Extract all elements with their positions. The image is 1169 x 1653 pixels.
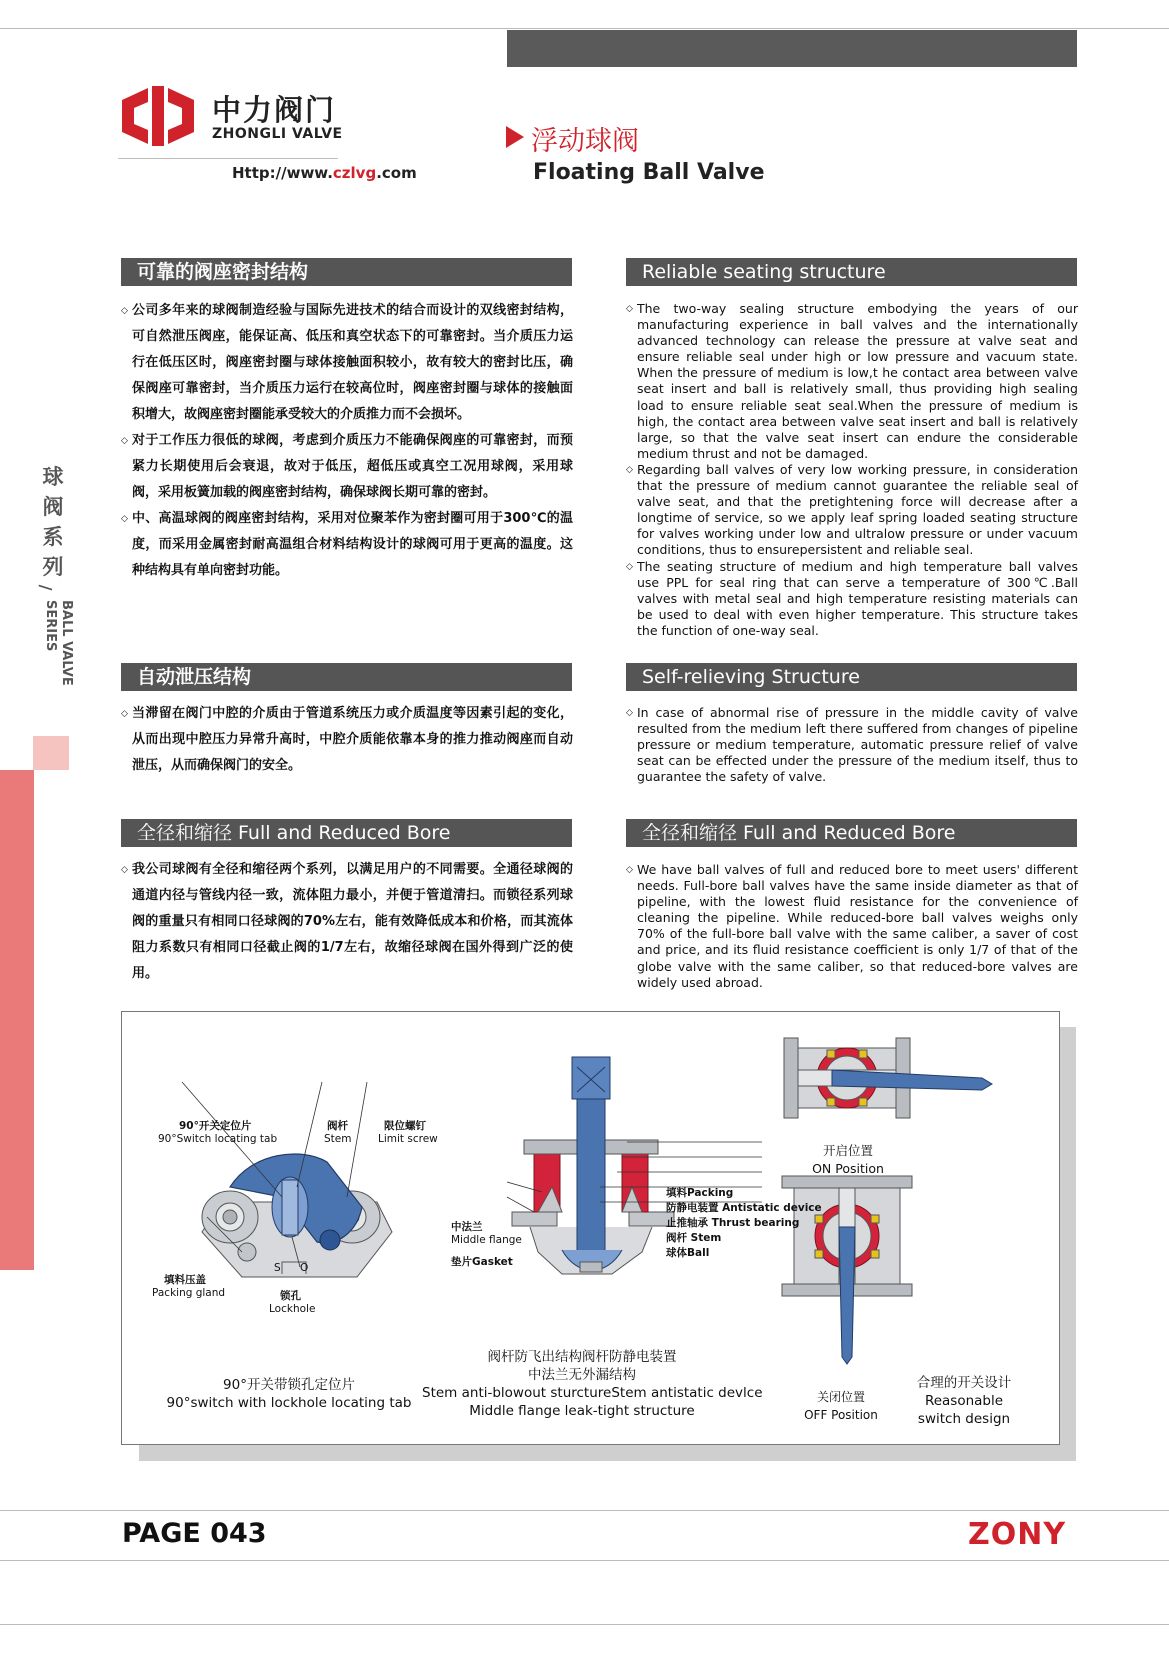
label-packing: 填料Packing [666, 1187, 734, 1199]
brand-name-cn: 中力阀门 [212, 93, 337, 127]
label-lock-cn: 锁孔 [280, 1290, 301, 1302]
label-stem-2: 阀杆 Stem [666, 1232, 722, 1244]
section-heading-seating-cn: 可靠的阀座密封结构 [121, 258, 572, 286]
zony-logo: ZONY [968, 1517, 1067, 1552]
label-off-position: 关闭位置 OFF Position [804, 1390, 878, 1422]
caption-stem-structure: 阀杆防飞出结构阀杆防静电装置 中法兰无外漏结构 Stem anti-blowout sturctureStem antistatic devlce Middle flange leak-tight structure [422, 1349, 763, 1419]
section-heading-bore-cn: 全径和缩径 Full and Reduced Bore [121, 819, 572, 847]
section-body-seating-en: ◇ The two-way sealing structure embodying the years of our manufacturing experience in ball valves and the internationally advanced technology can release the pressure at valve seat and ensure reliable seal under high or low pressure and vacuum state. When the pressure of medium is low,t he contact area between valve seat insert and ball is relatively small, thus providing high sealing load to ensure reliable seat seal.When the pressure of medium is high, the contact area between valve seat insert and ball is relatively large, so that the valve seat insert can endure the considerable medium thrust and not be damaged. ◇ Regarding ball valves of very low working pressure, in consideration that the pressure of medium cannot guarantee the reliable seal of valve seat, and that the pretightening force will decrease after a longtime of service, so we apply leaf spring loaded seating structure for valves working under low and ultralow pressure or under vacuum conditions, thus to ensurepersistent and reliable seal. ◇ The seating structure of medium and high temperature ball valves use PPL for seal ring that can serve a temperature of 300℃.Ball valves with metal seal and high temperature resisting materials can be used to deal with even higher temperature. This structure takes the function of one-way seal. [626, 301, 1078, 639]
section-body-bore-en: ◇ We have ball valves of full and reduced bore to meet users' different needs. Full-bore ball valves have the same inside diameter as that of pipeline, with the lowest fluid resistance for the convenience of cleaning the pipeline. While reduced-bore ball valves weighs only 70% of the full-bore ball valve with the same caliber, a saver of cost and price, and its fluid resistance coefficient is only 1/7 of that of the globe valve with the same caliber, so that reduced-bore valves are widely used abroad. [626, 862, 1078, 991]
title-arrow-icon [506, 126, 524, 148]
label-stem-en: Stem [324, 1133, 352, 1145]
label-lock-en: Lockhole [269, 1303, 316, 1315]
section-heading-bore-en: 全径和缩径 Full and Reduced Bore [626, 819, 1077, 847]
label-gasket: 垫片Gasket [451, 1256, 513, 1268]
section-body-seating-cn: ◇ 公司多年来的球阀制造经验与国际先进技术的结合而设计的双线密封结构，可自然泄压阀座，能保证高、低压和真空状态下的可靠密封。当介质压力运行在低压区时，阀座密封圈与球体接触面积较小，故有较大的密封比压，确保阀座可靠密封，当介质压力运行在较高位时，阀座密封圈与球体的接触面积增大，故阀座密封圈能承受较大的介质推力而不会损坏。 ◇ 对于工作压力很低的球阀，考虑到介质压力不能确保阀座的可靠密封，而预紧力长期使用后会衰退，故对于低压，超低压或真空工况用球阀，采用球阀，采用板簧加载的阀座密封结构，确保球阀长期可靠的密封。 ◇ 中、高温球阀的阀座密封结构，采用对位聚苯作为密封圈可用于300℃的温度，而采用金属密封耐高温组合材料结构设计的球阀可用于更高的温度。这种结构具有单向密封功能。 [121, 298, 573, 584]
sidebar-title-cn: 球阀系列 [42, 465, 64, 579]
label-tab-cn: 90°开关定位片 [179, 1120, 252, 1132]
section-body-relief-cn: ◇ 当滞留在阀门中腔的介质由于管道系统压力或介质温度等因素引起的变化，从而出现中腔压力异常升高时，中腔介质能依靠本身的推力推动阀座而自动泄压，从而确保阀门的安全。 [121, 701, 573, 779]
label-tab-en: 90°Switch locating tab [158, 1133, 278, 1145]
section-body-bore-cn: ◇ 我公司球阀有全径和缩径两个系列，以满足用户的不同需要。全通径球阀的通道内径与管线内径一致，流体阻力最小，并便于管道清扫。而锁径系列球阀的重量只有相同口径球阀的70%左右，能有效降低成本和价格，而其流体阻力系数只有相同口径截止阀的1/7左右，故缩径球阀在国外得到广泛的使用。 [121, 857, 573, 987]
label-s-mark: S [274, 1262, 281, 1274]
label-flange-cn: 中法兰 [451, 1221, 483, 1233]
section-heading-seating-en: Reliable seating structure [626, 258, 1077, 286]
label-thrust: 止推轴承 Thrust bearing [666, 1217, 800, 1229]
label-limit-en: Limit screw [378, 1133, 438, 1145]
label-antistatic: 防静电装置 Antistatic device [666, 1202, 822, 1214]
brand-url[interactable]: Http://www.czlvg.com [232, 164, 417, 182]
page-number: PAGE 043 [122, 1518, 267, 1549]
sidebar-accent-red [0, 770, 34, 1270]
section-heading-relief-en: Self-relieving Structure [626, 663, 1077, 691]
switch-tab-diagram [182, 1082, 392, 1277]
page-title-cn: 浮动球阀 [531, 126, 639, 157]
sidebar-title-en: BALL VALVE SERIES [43, 600, 74, 686]
top-header-bar [507, 30, 1077, 67]
label-limit-cn: 限位螺钉 [384, 1120, 426, 1132]
label-o-mark: O [300, 1262, 309, 1274]
label-on-position: 开启位置 ON Position [812, 1143, 884, 1176]
label-gland-cn: 填料压盖 [164, 1274, 206, 1286]
label-stem-cn: 阀杆 [327, 1120, 348, 1132]
label-gland-en: Packing gland [152, 1287, 226, 1299]
figure-panel [121, 1011, 1060, 1445]
logo-divider [118, 158, 338, 159]
section-body-relief-en: ◇ In case of abnormal rise of pressure in the middle cavity of valve resulted from the medium left there suffered from changes of pipeline pressure or medium temperature, automatic pressure relief of valve seat can be effected under the pressure of the medium itself, thus to guarantee the safety of valve. [626, 705, 1078, 785]
label-ball: 球体Ball [666, 1247, 710, 1259]
label-switch-design: 合理的开关设计 Reasonable switch design [916, 1375, 1012, 1427]
sidebar-accent-pink [33, 736, 69, 770]
page-title-en: Floating Ball Valve [533, 160, 765, 185]
section-heading-relief-cn: 自动泄压结构 [121, 663, 572, 691]
footer-divider-bottom [0, 1560, 1169, 1561]
on-position-diagram [784, 1038, 992, 1118]
zhongli-logo-icon [118, 86, 198, 146]
footer-divider-top [0, 1510, 1169, 1511]
label-flange-en: Middle flange [451, 1234, 522, 1246]
sidebar-slash: / [36, 584, 56, 591]
brand-name-en: ZHONGLI VALVE [212, 126, 343, 142]
caption-switch-tab: 90°开关带锁孔定位片 90°switch with lockhole locating tab [166, 1377, 412, 1411]
stem-section-diagram [507, 1057, 762, 1274]
